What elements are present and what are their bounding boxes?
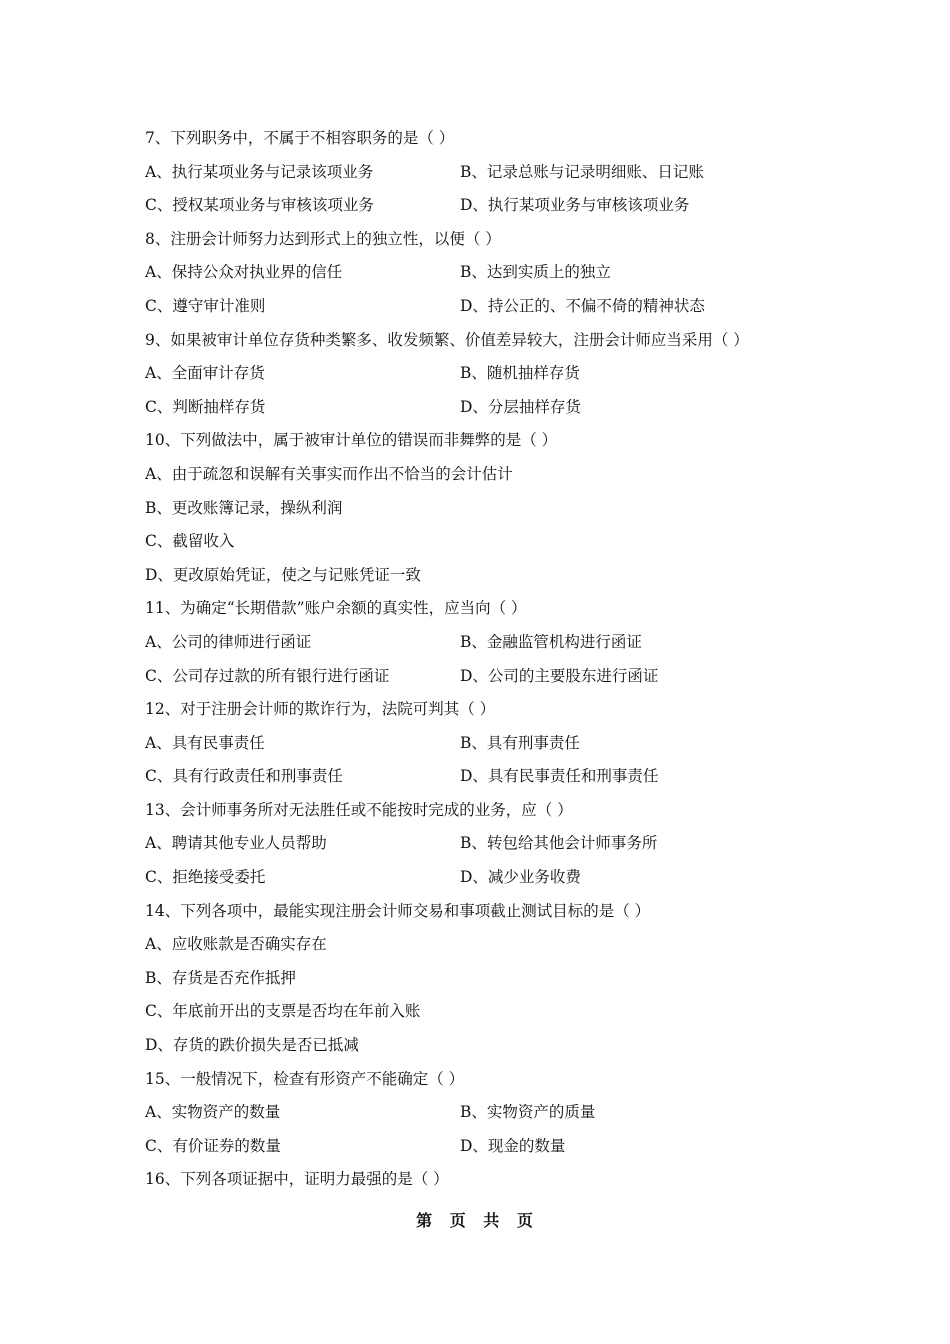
question-stem: 13、会计师事务所对无法胜任或不能按时完成的业务，应（ ） <box>145 800 573 819</box>
option-b: B、更改账簿记录，操纵利润 <box>145 498 343 517</box>
option-b: B、具有刑事责任 <box>460 733 580 752</box>
option-row <box>145 760 845 794</box>
option-c: C、授权某项业务与审核该项业务 <box>145 196 374 215</box>
question-stem: 7、下列职务中，不属于不相容职务的是（ ） <box>145 129 455 147</box>
option-a: A、应收账款是否确实存在 <box>145 935 327 954</box>
option-row <box>145 626 845 660</box>
option-row <box>145 189 845 223</box>
question-stem: 12、对于注册会计师的欺诈行为，法院可判其（ ） <box>145 700 496 719</box>
option-row <box>145 290 845 324</box>
option-b: B、达到实质上的独立 <box>460 263 611 282</box>
question-stem: 16、下列各项证据中，证明力最强的是（ ） <box>145 1170 449 1189</box>
option-a: A、全面审计存货 <box>145 364 265 383</box>
option-d: D、更改原始凭证，使之与记账凭证一致 <box>145 565 421 584</box>
option-row <box>145 861 845 895</box>
option-b: B、金融监管机构进行函证 <box>460 632 642 651</box>
question-stem: 10、下列做法中，属于被审计单位的错误而非舞弊的是（ ） <box>145 431 558 450</box>
option-a: A、保持公众对执业界的信任 <box>145 263 343 282</box>
question-stem: 9、如果被审计单位存货种类繁多、收发频繁、价值差异较大，注册会计师应当采用（ ） <box>145 330 749 349</box>
option-c: C、年底前开出的支票是否均在年前入账 <box>145 1002 421 1021</box>
question-stem: 11、为确定“长期借款”账户余额的真实性，应当向（ ） <box>145 599 527 618</box>
option-row <box>145 156 845 190</box>
option-b: B、转包给其他会计师事务所 <box>460 834 658 853</box>
option-b: B、实物资产的质量 <box>460 1103 596 1122</box>
option-c: C、判断抽样存货 <box>145 397 266 416</box>
question-stem: 14、下列各项中，最能实现注册会计师交易和事项截止测试目标的是（ ） <box>145 901 651 920</box>
option-d: D、现金的数量 <box>460 1136 566 1155</box>
option-row <box>145 727 845 761</box>
option-c: C、截留收入 <box>145 532 235 551</box>
option-row <box>145 357 845 391</box>
option-d: D、存货的跌价损失是否已抵减 <box>145 1036 359 1055</box>
option-row <box>145 256 845 290</box>
option-a: A、具有民事责任 <box>145 733 265 752</box>
option-d: D、公司的主要股东进行函证 <box>460 666 659 685</box>
option-b: B、随机抽样存货 <box>460 364 580 383</box>
option-d: D、执行某项业务与审核该项业务 <box>460 196 690 215</box>
option-a: A、聘请其他专业人员帮助 <box>145 834 327 853</box>
option-d: D、具有民事责任和刑事责任 <box>460 767 659 786</box>
option-a: A、执行某项业务与记录该项业务 <box>145 162 374 181</box>
option-d: D、持公正的、不偏不倚的精神状态 <box>460 296 705 315</box>
option-row <box>145 391 845 425</box>
option-row <box>145 1130 845 1164</box>
option-b: B、存货是否充作抵押 <box>145 968 296 987</box>
option-c: C、具有行政责任和刑事责任 <box>145 767 343 786</box>
option-a: A、公司的律师进行函证 <box>145 632 312 651</box>
option-b: B、记录总账与记录明细账、日记账 <box>460 162 704 181</box>
option-a: A、实物资产的数量 <box>145 1103 281 1122</box>
option-row <box>145 827 845 861</box>
option-a: A、由于疏忽和误解有关事实而作出不恰当的会计估计 <box>145 464 513 483</box>
question-stem: 8、注册会计师努力达到形式上的独立性，以便（ ） <box>145 229 501 248</box>
option-c: C、遵守审计准则 <box>145 296 266 315</box>
option-c: C、拒绝接受委托 <box>145 868 266 887</box>
option-c: C、公司存过款的所有银行进行函证 <box>145 666 390 685</box>
option-row <box>145 1096 845 1130</box>
question-stem: 15、一般情况下，检查有形资产不能确定（ ） <box>145 1069 465 1088</box>
option-c: C、有价证券的数量 <box>145 1136 281 1155</box>
question-list <box>145 122 845 1197</box>
option-d: D、减少业务收费 <box>460 868 581 887</box>
page-footer: 第 页 共 页 <box>416 1211 534 1230</box>
option-d: D、分层抽样存货 <box>460 397 581 416</box>
option-row <box>145 660 845 694</box>
